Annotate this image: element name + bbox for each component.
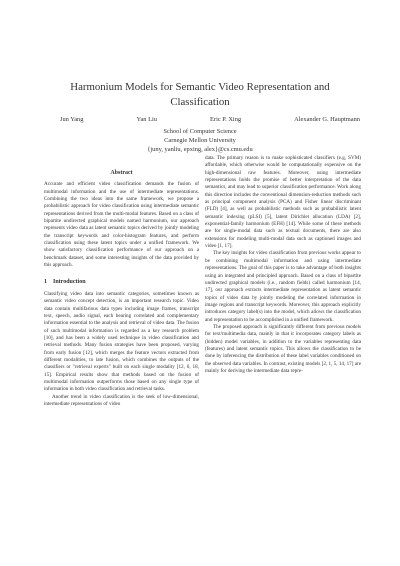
author-name: Jun Yang	[60, 116, 84, 123]
author-list	[60, 116, 360, 123]
section-heading	[44, 279, 199, 286]
abstract-heading: Abstract	[110, 170, 133, 176]
author-emails: {juny, yanliu, epxing, alex}@cs.cmu.edu	[147, 146, 253, 153]
paper-title: Harmonium Models for Semantic Video Representation and Classification	[70, 81, 330, 108]
affiliation-block	[60, 127, 340, 154]
author-name: Alexander G. Hauptmann	[294, 116, 360, 123]
abstract-text: Accurate and efficient video classification demands the fusion of multimodal information and the use of intermediate representations. Combining the two ideas into the same framework, we propose a probabilistic approach for video classification using intermediate semantic representations derived from the multi-modal features. Based on a class of bipartite undirected graphical models named harmonium, our approach represents video data as latent semantic topics derived by jointly modeling the transcript keywords and color-histogram features, and perform classification using these latent topics under a unified framework. We show satisfactory classification performance of our approach on a benchmark dataset, and some interesting insights of the data provided by this approach.	[44, 181, 199, 269]
body-paragraph: The proposed approach is significantly different from previous models for text/multimedia data, mainly in that it incorporates category labels as (hidden) model variables, in addition to the variables representing data (features) and latent semantic topics. This allows the classification to be done by inferencing the distribution of these label variables conditioned on the observed data variables. In contrast, existing models [2, 1, 5, 14, 17] are mainly for deriving the intermediate data repre-	[205, 323, 361, 374]
author-name: Yan Liu	[136, 116, 157, 123]
intro-paragraph: Another trend in video classification is the seek of low-dimensional, intermediate representations of video	[44, 393, 199, 407]
author-name: Eric P. Xing	[210, 116, 242, 123]
affiliation-school: School of Computer Science	[163, 128, 237, 135]
section-number: 1	[44, 279, 47, 286]
abstract	[44, 170, 199, 269]
right-column	[205, 155, 361, 375]
intro-paragraph: Classifying video data into semantic categories, sometimes known as semantic video concept detection, is an important research topic. Video data contain multifarious data types including image frames, transcript text, speech, audio signal, each bearing correlated and complementary information essential to the analysis and retrieval of video data. The fusion of such multimodal information is regarded as a key research problem [10], and has been a widely used technique in video classification and retrieval methods. Many fusion strategies have been proposed, varying from early fusion [12], which merges the feature vectors extracted from different modalities, to late fusion, which combines the outputs of the classifiers or "retrieval experts" built on each single modality [12, 6, 18, 15]. Empirical results show that methods based on the fusion of multimodal information outperforms those based on any single type of information in both video classification and retrieval tasks.	[44, 290, 199, 393]
left-column	[44, 170, 199, 408]
section-title: Introduction	[53, 279, 86, 286]
body-paragraph: The key insights for video classification from previous works appear to be combining multimodal information and using intermediate representations. The goal of this paper is to take advantage of both insights using an integrated and principled approach. Based on a class of bipartite undirected graphical models (i.e., random fields) called harmonium [14, 17], our approach extracts intermediate representation as latent semantic topics of video data by jointly modeling the correlated information in image regions and transcript keywords. Moreover, this approach explicitly introduces category label(s) into the model, which allows the classification and representation to be accomplished in a unified framework.	[205, 250, 361, 323]
affiliation-university: Carnegie Mellon University	[164, 137, 236, 144]
body-paragraph: data. The primary reason is to make sophisticated classifiers (e.g, SVM) affordable, which otherwise would be computationally expensive on the high-dimensional raw features. Moreover, using intermediate representations holds the promise of better interpretation of the data semantics, and may lead to superior classification performance. Work along this direction includes the conventional dimension-reduction methods such as principal component analysis (PCA) and Fisher linear discriminant (FLD) [4], as well as probabilistic methods such as probabilistic latent semantic indexing (pLSI) [5], latent Dirichlet allocation (LDA) [2], exponential-family harmonium (EFH) [14]. While some of these methods are for single-modal data such as textual documents, there are also extensions for modeling multi-modal data such as captioned images and video [1, 17].	[205, 155, 361, 250]
